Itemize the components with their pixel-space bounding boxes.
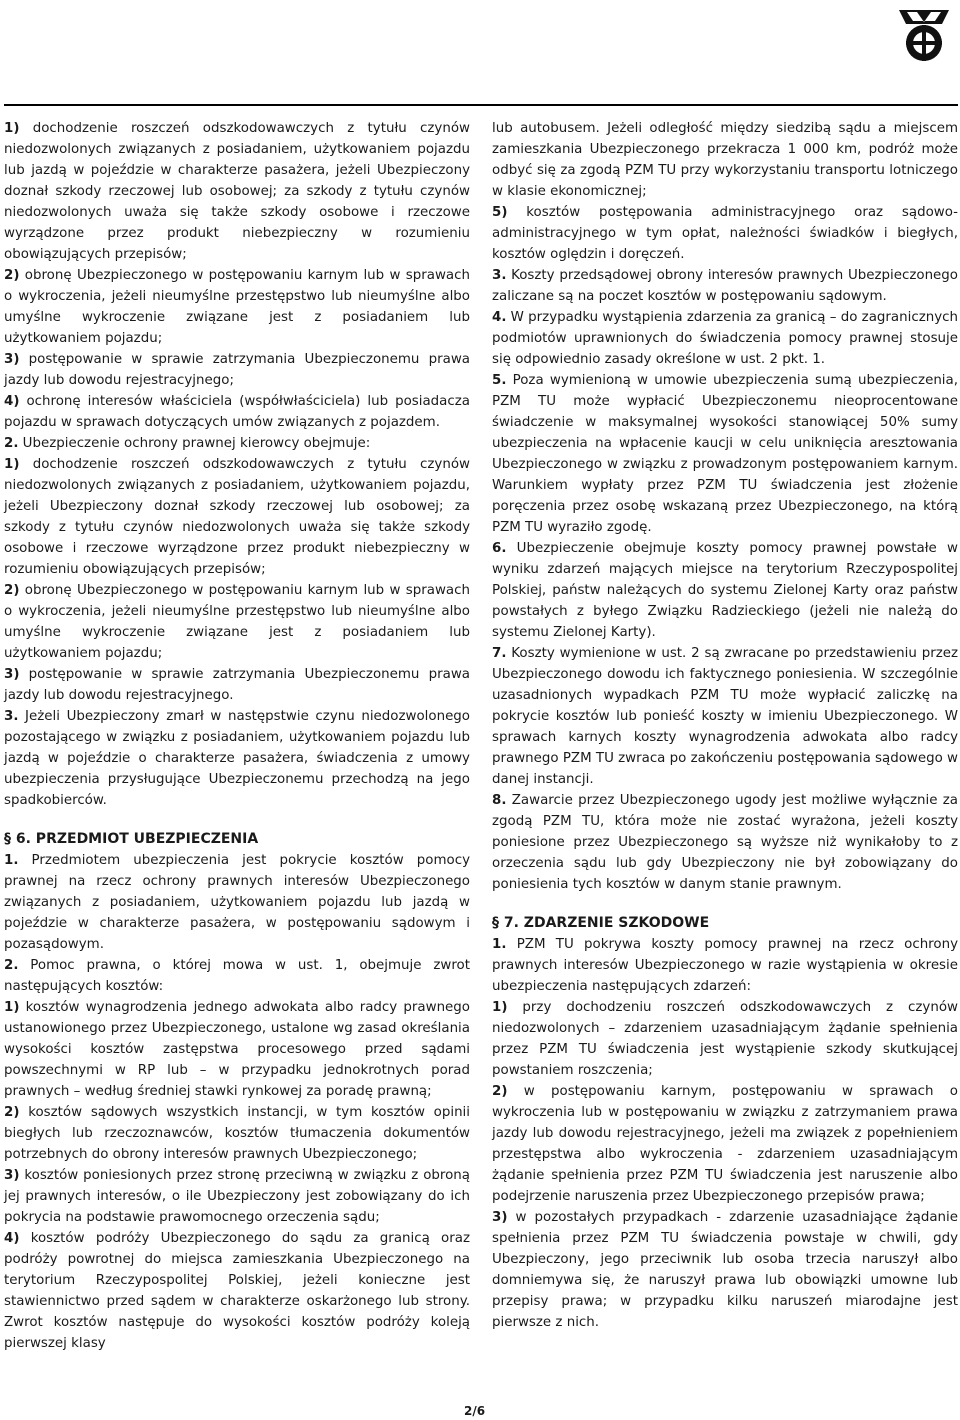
pzm-logo-icon <box>895 6 953 64</box>
paragraph: 5) kosztów postępowania administracyjnego oraz sądowo-administracyjnego w tym opłat, należności świadków i biegłych, kosztów oględzin i doręczeń. <box>492 205 958 262</box>
paragraph: 6. Ubezpieczenie obejmuje koszty pomocy prawnej powstałe w wyniku zdarzeń mających miejsce na terytorium Rzeczypospolitej Polskiej, państw należących do systemu Zielonej Karty oraz państw powstałych z byłego Związku Radzieckiego (jeżeli nie należą do systemu Zielonej Karty). <box>492 541 958 640</box>
paragraph: 3. Jeżeli Ubezpieczony zmarł w następstwie czynu niedozwolonego pozostającego w związku z posiadaniem, użytkowaniem pojazdu lub jazdą w pojeździe o charakterze pasażera, świadczenia z umowy ubezpieczenia przysługujące Ubezpieczonemu przechodzą na jego spadkobierców. <box>4 709 470 808</box>
paragraph: 4. W przypadku wystąpienia zdarzenia za granicą – do zagranicznych podmiotów uprawnionych do świadczenia pomocy prawnej stosuje się odpowiednio zasady określone w ust. 2 pkt. 1. <box>492 310 958 367</box>
paragraph: 1) dochodzenie roszczeń odszkodowawczych z tytułu czynów niedozwolonych związanych z posiadaniem, użytkowaniem pojazdu, jeżeli Ubezpieczony doznał szkody rzeczowej lub osobowej; za szkody z tytułu czynów niedozwolonych uważa się także szkody osobowe i rzeczowe wyrządzone przez produkt niebezpieczny w rozumieniu obowiązujących przepisów; <box>4 457 470 577</box>
paragraph: 1) przy dochodzeniu roszczeń odszkodowawczych z czynów niedozwolonych – zdarzeniem uzasadniającym żądanie spełnienia przez PZM TU świadczenia jest wystąpienie szkody skutkującej powstaniem roszczenia; <box>492 1000 958 1078</box>
left-column <box>4 118 470 1354</box>
paragraph: 3) postępowanie w sprawie zatrzymania Ubezpieczonemu prawa jazdy lub dowodu rejestracyjnego. <box>4 667 470 703</box>
paragraph: 4) kosztów podróży Ubezpieczonego do sądu za granicą oraz podróży powrotnej do miejsca zamieszkania Ubezpieczonego na terytorium Rzeczypospolitej Polskiej, jeżeli konieczne jest stawiennictwo przed sądem w charakterze oskarżonego lub strony. Zwrot kosztów następuje do wysokości kosztów podróży koleją pierwszej klasy <box>4 1231 470 1351</box>
page-number: 2/6 <box>464 1404 486 1418</box>
paragraph: 1) kosztów wynagrodzenia jednego adwokata albo radcy prawnego ustanowionego przez Ubezpieczonego, ustalone wg zasad określania wysokości kosztów zastępstwa procesowego przed sądami powszechnymi w RP lub – w przypadku jednokrotnych porad prawnych – według średniej stawki rynkowej za poradę prawną; <box>4 1000 470 1099</box>
paragraph: 8. Zawarcie przez Ubezpieczonego ugody jest możliwe wyłącznie za zgodą PZM TU, która może nie zostać wyrażona, jeżeli koszty poniesione przez Ubezpieczonego są wyższe niż wynikałoby to z orzeczenia sądu lub gdy Ubezpieczony nie był zobowiązany do poniesienia tych kosztów w danym stanie prawnym. <box>492 793 958 892</box>
paragraph: 2. Pomoc prawna, o której mowa w ust. 1, obejmuje zwrot następujących kosztów: <box>4 958 470 994</box>
paragraph: 4) ochronę interesów właściciela (współwłaściciela) lub posiadacza pojazdu w sprawach dotyczących umów związanych z pojazdem. <box>4 394 470 430</box>
paragraph: 2) obronę Ubezpieczonego w postępowaniu karnym lub w sprawach o wykroczenia, jeżeli nieumyślne przestępstwo lub nieumyślne albo umyślne wykroczenie związane jest z posiadaniem lub użytkowaniem pojazdu; <box>4 583 470 661</box>
paragraph: 1. PZM TU pokrywa koszty pomocy prawnej na rzecz ochrony prawnych interesów Ubezpieczonego w razie wystąpienia w okresie ubezpieczenia następujących zdarzeń: <box>492 937 958 994</box>
section-heading: § 6. PRZEDMIOT UBEZPIECZENIA <box>4 831 259 847</box>
paragraph: 2. Ubezpieczenie ochrony prawnej kierowcy obejmuje: <box>4 436 371 451</box>
paragraph: 1) dochodzenie roszczeń odszkodowawczych z tytułu czynów niedozwolonych związanych z posiadaniem, użytkowaniem pojazdu lub jazdą w pojeździe w charakterze pasażera, jeżeli Ubezpieczony doznał szkody rzeczowej lub osobowej; za szkody z tytułu czynów niedozwolonych uważa się także szkody osobowe i rzeczowe wyrządzone przez produkt niebezpieczny w rozumieniu obowiązujących przepisów; <box>4 121 470 262</box>
right-column <box>492 118 958 1333</box>
paragraph: lub autobusem. Jeżeli odległość między siedzibą sądu a miejscem zamieszkania Ubezpieczonego przekracza 1 000 km, podróż może odbyć się za zgodą PZM TU przy wykorzystaniu transportu lotniczego w klasie ekonomicznej; <box>492 121 958 199</box>
paragraph: 2) w postępowaniu karnym, postępowaniu w sprawach o wykroczenia lub w postępowaniu w związku z zatrzymaniem prawa jazdy lub dowodu rejestracyjnego, jeżeli ma związek z popełnieniem przestępstwa albo wykroczenia - zdarzeniem uzasadniającym żądanie spełnienia przez PZM TU świadczenia jest naruszenie albo podejrzenie naruszenia przez Ubezpieczonego przepisów prawa; <box>492 1084 958 1204</box>
paragraph: 2) kosztów sądowych wszystkich instancji, w tym kosztów opinii biegłych lub rzeczoznawców, kosztów tłumaczenia dokumentów potrzebnych do obrony interesów prawnych Ubezpieczonego; <box>4 1105 470 1162</box>
paragraph: 3) kosztów poniesionych przez stronę przeciwną w związku z obroną jej prawnych interesów, o ile Ubezpieczony jest zobowiązany do ich pokrycia na podstawie prawomocnego orzeczenia sądu; <box>4 1168 470 1225</box>
paragraph: 3) w pozostałych przypadkach - zdarzenie uzasadniające żądanie spełnienia przez PZM TU świadczenia powstaje w chwili, gdy Ubezpieczony, jego przeciwnik lub osoba trzecia naruszył albo domniemywa się, że naruszył prawa lub obowiązki umowne lub przepisy prawa; w przypadku kilku naruszeń miarodajne jest pierwsze z nich. <box>492 1210 958 1330</box>
paragraph: 7. Koszty wymienione w ust. 2 są zwracane po przedstawieniu przez Ubezpieczonego dowodu ich faktycznego poniesienia. W szczególnie uzasadnionych wypadkach PZM TU może wypłacić zaliczkę na pokrycie kosztów lub ponieść koszty w imieniu Ubezpieczonego. W sprawach karnych koszty wynagrodzenia adwokata albo radcy prawnego PZM TU zwraca po zakończeniu postępowania sądowego w danej instancji. <box>492 646 959 787</box>
paragraph: 2) obronę Ubezpieczonego w postępowaniu karnym lub w sprawach o wykroczenia, jeżeli nieumyślne przestępstwo lub nieumyślne albo umyślne wykroczenie związane jest z posiadaniem lub użytkowaniem pojazdu; <box>4 268 470 346</box>
paragraph: 3) postępowanie w sprawie zatrzymania Ubezpieczonemu prawa jazdy lub dowodu rejestracyjnego; <box>4 352 470 388</box>
paragraph: 5. Poza wymienioną w umowie ubezpieczenia sumą ubezpieczenia, PZM TU może wypłacić Ubezpieczonemu nieoprocentowane świadczenie w maksymalnej wysokości stanowiącej 50% sumy ubezpieczenia na wpłacenie kaucji w celu uniknięcia aresztowania Ubezpieczonego w związku z prowadzonym postępowaniem karnym. Warunkiem wypłaty przez PZM TU świadczenia jest złożenie poręczenia przez osobę wskazaną przez Ubezpieczonego, na którą PZM TU wyraziło zgodę. <box>492 373 958 535</box>
paragraph: 3. Koszty przedsądowej obrony interesów prawnych Ubezpieczonego zaliczane są na poczet kosztów w postępowaniu sądowym. <box>492 268 958 304</box>
header-rule <box>4 104 958 106</box>
paragraph: 1. Przedmiotem ubezpieczenia jest pokrycie kosztów pomocy prawnej na rzecz ochrony prawnych interesów Ubezpieczonego związanych z posiadaniem, użytkowaniem pojazdu lub jazdą w pojeździe w charakterze pasażera, w postępowaniu sądowym i pozasądowym. <box>4 853 471 952</box>
section-heading: § 7. ZDARZENIE SZKODOWE <box>492 915 710 931</box>
